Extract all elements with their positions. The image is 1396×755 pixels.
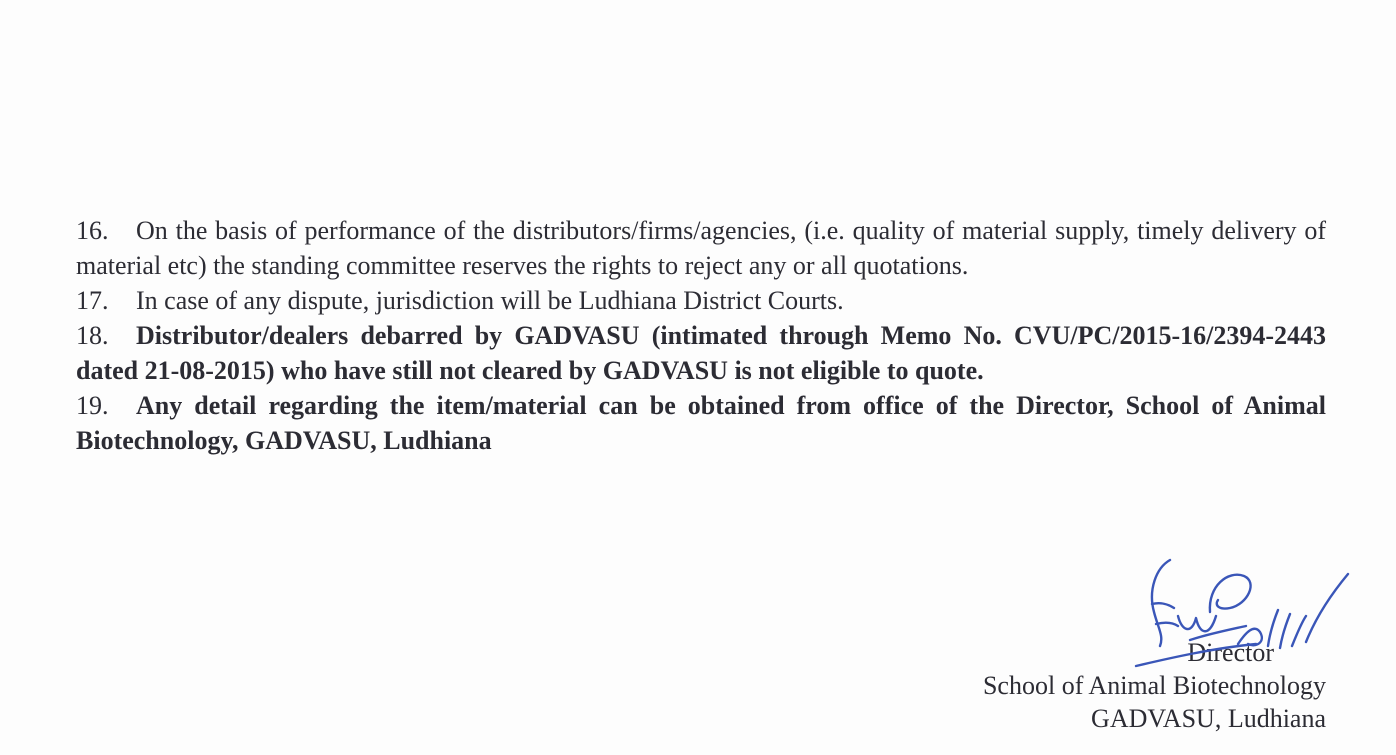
clause-number: 16.	[76, 216, 109, 245]
handwritten-signature	[1130, 552, 1355, 677]
clause-16	[76, 213, 1326, 283]
signatory-institution: GADVASU, Ludhiana	[1091, 704, 1326, 733]
clause-text: On the basis of performance of the distributors/firms/agencies, (i.e. quality of material supply, timely delivery of material etc) the standing committee reserves the rights to reject any or all quotations.	[76, 216, 1326, 280]
clause-text: Distributor/dealers debarred by GADVASU (intimated through Memo No. CVU/PC/2015-16/2394-2443 dated 21-08-2015) who have still not cleared by GADVASU is not eligible to quote.	[76, 321, 1326, 385]
clause-19	[76, 388, 1326, 458]
clause-17	[76, 283, 1326, 318]
signatory-department: School of Animal Biotechnology	[982, 671, 1326, 700]
signatory-designation: Director	[1187, 638, 1274, 667]
clause-text: In case of any dispute, jurisdiction will be Ludhiana District Courts.	[136, 286, 844, 315]
clause-number: 18.	[76, 321, 109, 350]
clause-18	[76, 318, 1326, 388]
terms-list	[76, 213, 1326, 458]
clause-number: 17.	[76, 286, 109, 315]
clause-number: 19.	[76, 391, 109, 420]
clause-text: Any detail regarding the item/material can be obtained from office of the Director, School of Animal Biotechnology, GADVASU, Ludhiana	[76, 391, 1326, 455]
signature-strokes	[1136, 560, 1348, 666]
